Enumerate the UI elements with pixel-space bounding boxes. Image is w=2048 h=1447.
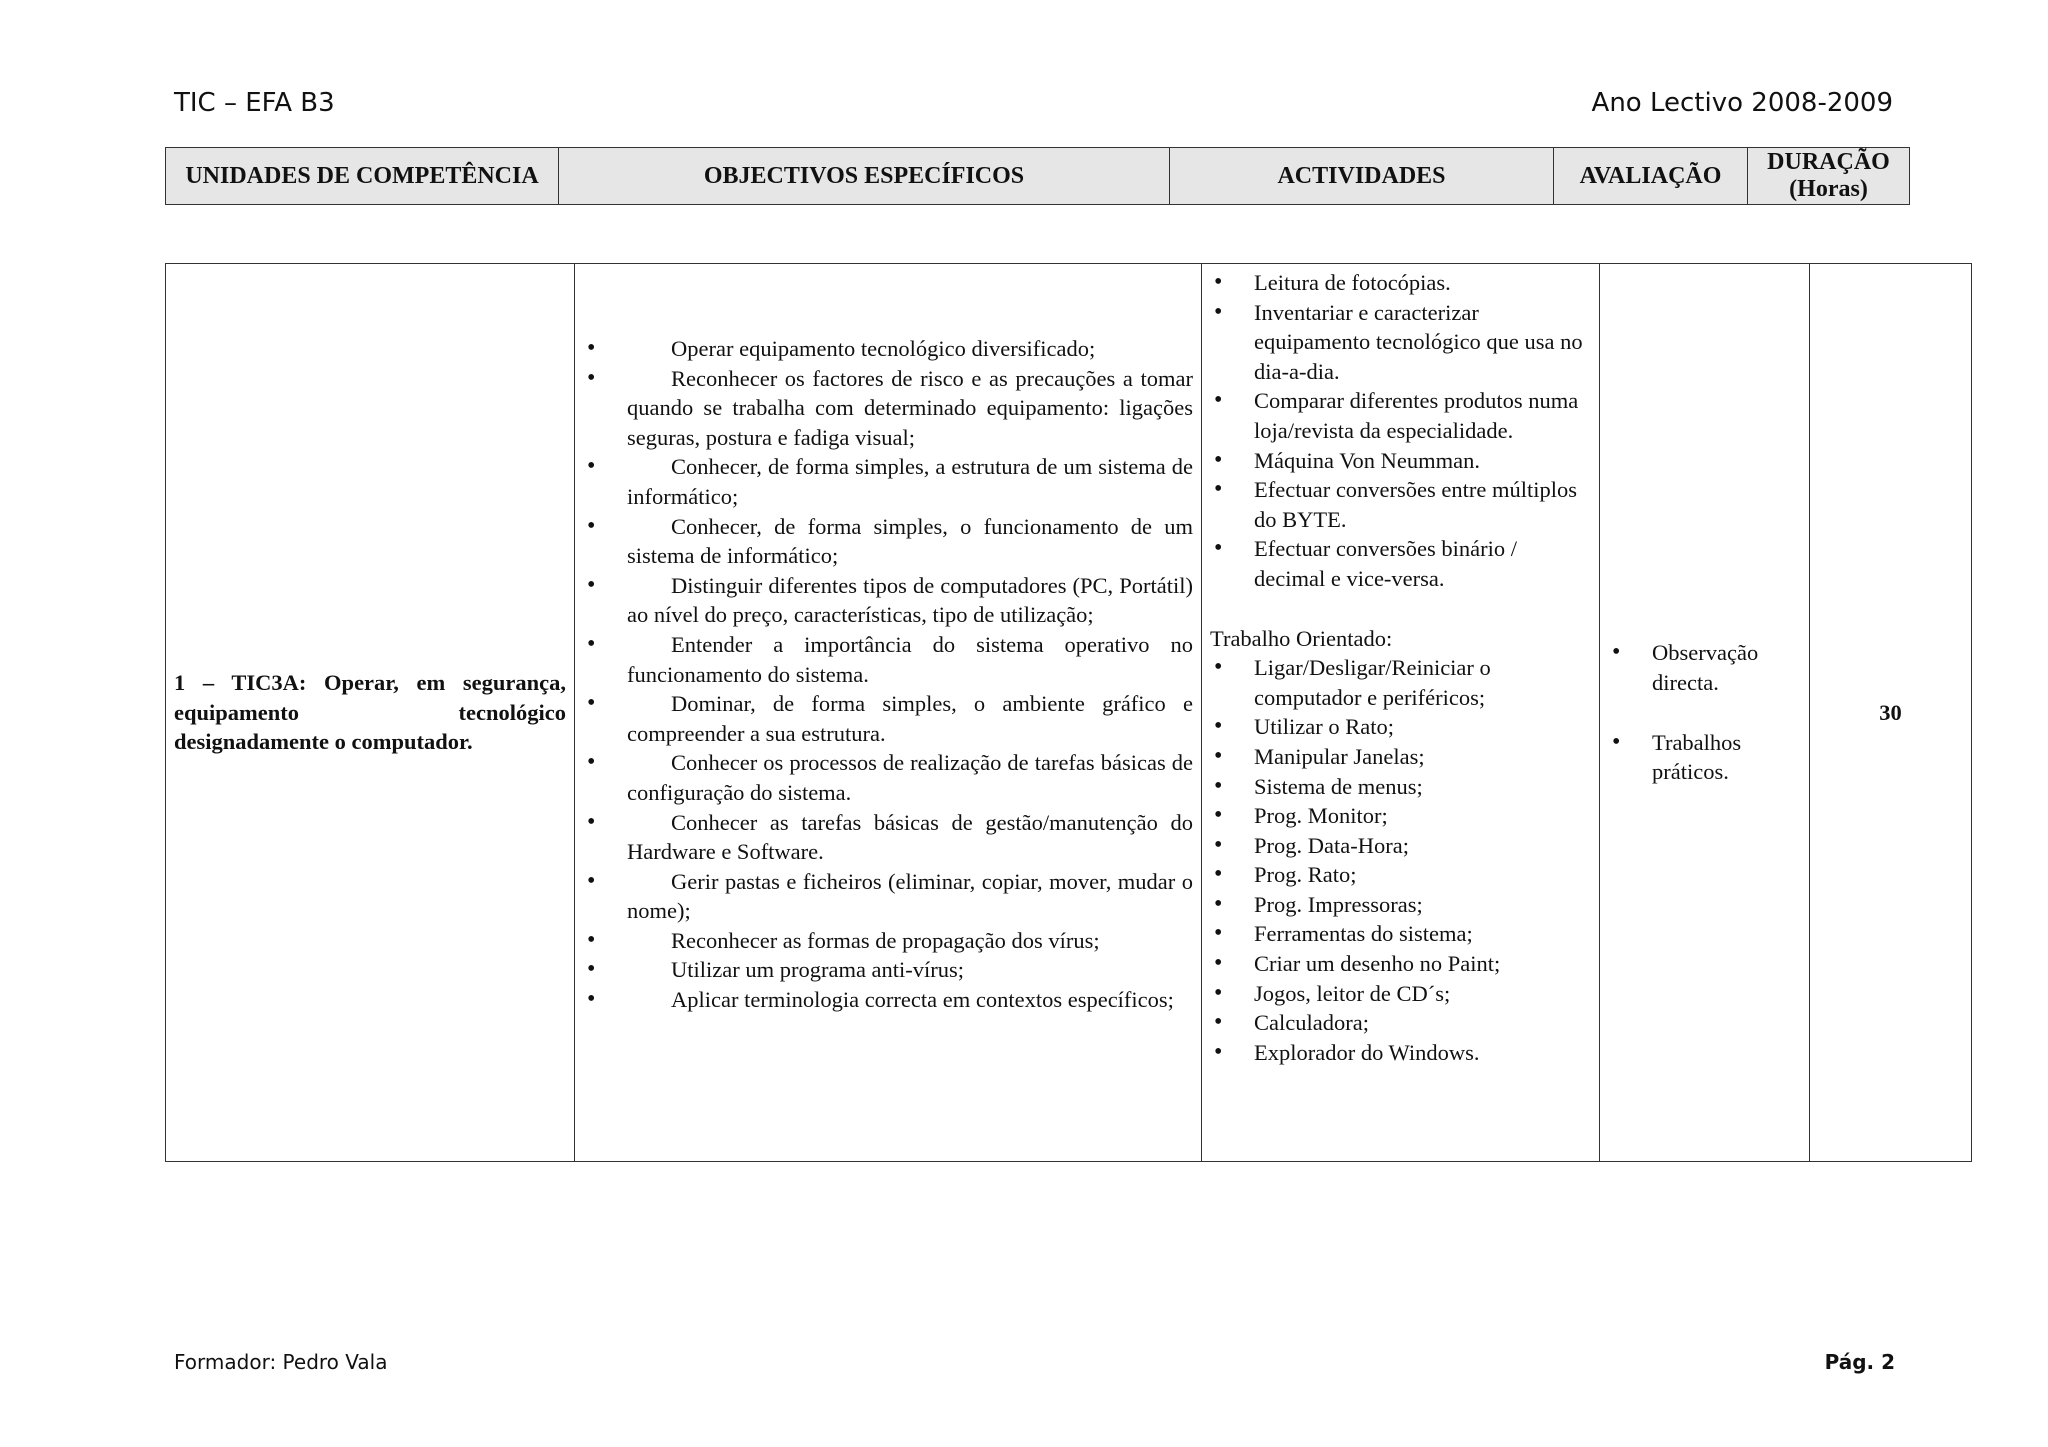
col-header-duracao (1748, 148, 1910, 205)
list-item: • Prog. Rato; (1210, 860, 1593, 890)
list-item: • Calculadora; (1210, 1008, 1593, 1038)
list-item: • Dominar, de forma simples, o ambiente gráfico e compreender a sua estrutura. (583, 689, 1193, 748)
list-item: • Operar equipamento tecnológico diversificado; (583, 334, 1193, 364)
list-item: • Leitura de fotocópias. (1210, 268, 1593, 298)
col-header-duracao-line2: (Horas) (1789, 176, 1868, 202)
col-header-actividades: ACTIVIDADES (1170, 148, 1554, 205)
list-item: • Máquina Von Neumman. (1210, 446, 1593, 476)
list-item: • Jogos, leitor de CD´s; (1210, 979, 1593, 1009)
list-item: • Conhecer, de forma simples, a estrutura de um sistema de informático; (583, 452, 1193, 511)
trabalho-orientado-label: Trabalho Orientado: (1210, 625, 1393, 651)
col-header-duracao-line1: DURAÇÃO (1767, 149, 1890, 175)
avaliacao-list (1608, 638, 1801, 786)
footer-page-number: Pág. 2 (1824, 1350, 1895, 1374)
header-school-year: Ano Lectivo 2008-2009 (1591, 88, 1893, 118)
table-row (166, 264, 1972, 1162)
col-header-avaliacao: AVALIAÇÃO (1554, 148, 1748, 205)
footer-trainer: Formador: Pedro Vala (174, 1350, 388, 1374)
list-item: • Inventariar e caracterizar equipamento tecnológico que usa no dia-a-dia. (1210, 298, 1593, 387)
list-item: • Manipular Janelas; (1210, 742, 1593, 772)
col-header-unidades: UNIDADES DE COMPETÊNCIA (166, 148, 559, 205)
list-item: • Criar um desenho no Paint; (1210, 949, 1593, 979)
list-item: • Conhecer os processos de realização de tarefas básicas de configuração do sistema. (583, 748, 1193, 807)
actividades-list (1210, 268, 1593, 594)
list-item: • Observação directa. (1608, 638, 1801, 697)
duracao-value: 30 (1879, 699, 1902, 725)
list-item: • Entender a importância do sistema operativo no funcionamento do sistema. (583, 630, 1193, 689)
unidade-cell (166, 264, 575, 1162)
list-item: • Ferramentas do sistema; (1210, 919, 1593, 949)
list-item: • Trabalhos práticos. (1608, 728, 1801, 787)
list-item: • Conhecer, de forma simples, o funcionamento de um sistema de informático; (583, 512, 1193, 571)
actividades-cell (1202, 264, 1600, 1162)
list-item: • Utilizar um programa anti-vírus; (583, 955, 1193, 985)
list-item: • Ligar/Desligar/Reiniciar o computador e periféricos; (1210, 653, 1593, 712)
list-item: • Aplicar terminologia correcta em contextos específicos; (583, 985, 1193, 1015)
duracao-cell (1810, 264, 1972, 1162)
column-header-table (165, 147, 1910, 205)
list-item: • Reconhecer os factores de risco e as precauções a tomar quando se trabalha com determinado equipamento: ligações seguras, postura e fadiga visual; (583, 364, 1193, 453)
unidade-text: 1 – TIC3A: Operar, em segurança, equipamento tecnológico designadamente o computador. (174, 670, 566, 755)
list-item: • Prog. Impressoras; (1210, 890, 1593, 920)
objectivos-cell (575, 264, 1202, 1162)
list-item: • Efectuar conversões binário / decimal e vice-versa. (1210, 534, 1593, 593)
list-item: • Utilizar o Rato; (1210, 712, 1593, 742)
list-item: • Sistema de menus; (1210, 772, 1593, 802)
avaliacao-cell (1600, 264, 1810, 1162)
list-item: • Gerir pastas e ficheiros (eliminar, copiar, mover, mudar o nome); (583, 867, 1193, 926)
list-item: • Distinguir diferentes tipos de computadores (PC, Portátil) ao nível do preço, características, tipo de utilização; (583, 571, 1193, 630)
header-course: TIC – EFA B3 (174, 88, 335, 118)
list-item: • Comparar diferentes produtos numa loja/revista da especialidade. (1210, 386, 1593, 445)
list-item: • Prog. Monitor; (1210, 801, 1593, 831)
competence-table (165, 263, 1972, 1162)
col-header-objectivos: OBJECTIVOS ESPECÍFICOS (559, 148, 1170, 205)
list-item: • Conhecer as tarefas básicas de gestão/manutenção do Hardware e Software. (583, 808, 1193, 867)
objectivos-list (583, 334, 1193, 1015)
list-item: • Prog. Data-Hora; (1210, 831, 1593, 861)
list-item: • Efectuar conversões entre múltiplos do BYTE. (1210, 475, 1593, 534)
list-item: • Reconhecer as formas de propagação dos vírus; (583, 926, 1193, 956)
list-item: • Explorador do Windows. (1210, 1038, 1593, 1068)
trabalho-orientado-list (1210, 653, 1593, 1067)
